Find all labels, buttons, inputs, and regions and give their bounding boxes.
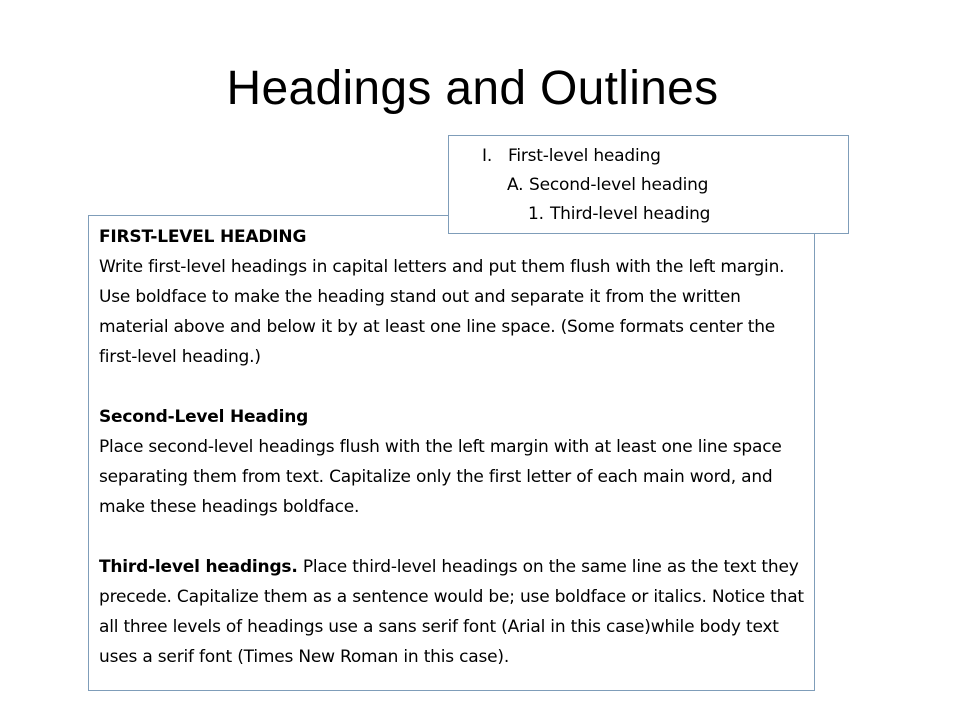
outline-label: Second-level heading xyxy=(529,175,709,195)
first-level-heading: FIRST-LEVEL HEADING xyxy=(99,227,307,247)
outline-item-third-level xyxy=(528,200,710,228)
second-level-section xyxy=(99,402,811,522)
third-level-description: Place third-level headings on the same line as the text they precede. Capitalize them as a sentence would be; use boldface or italics. Notice that all three levels of headings use a sans serif font (Arial in this case)while body text uses a serif font (Times New Roman in this case). xyxy=(99,557,804,667)
headings-explanation-box xyxy=(88,215,815,691)
third-level-heading: Third-level headings. xyxy=(99,557,298,577)
second-level-heading: Second-Level Heading xyxy=(99,407,309,427)
outline-item-first-level xyxy=(482,142,661,170)
third-level-section xyxy=(99,552,811,672)
section-spacer xyxy=(99,522,811,552)
first-level-section xyxy=(99,222,811,372)
outline-label: Third-level heading xyxy=(550,204,711,224)
section-spacer xyxy=(99,372,811,402)
second-level-description: Place second-level headings flush with the left margin with at least one line space separating them from text. Capitalize only the first letter of each main word, and make these headings boldface. xyxy=(99,437,782,517)
headings-explanation-text xyxy=(99,222,811,672)
first-level-description: Write first-level headings in capital letters and put them flush with the left margin. Use boldface to make the heading stand out and separate it from the written material above and below it by at least one line space. (Some formats center the first-level heading.) xyxy=(99,257,785,367)
outline-item-second-level xyxy=(507,171,708,199)
slide-title: Headings and Outlines xyxy=(226,62,719,115)
outline-marker: A. xyxy=(507,175,524,195)
outline-example-box xyxy=(448,135,849,234)
outline-label: First-level heading xyxy=(508,146,661,166)
outline-marker: 1. xyxy=(528,204,544,224)
outline-marker: I. xyxy=(482,146,493,166)
